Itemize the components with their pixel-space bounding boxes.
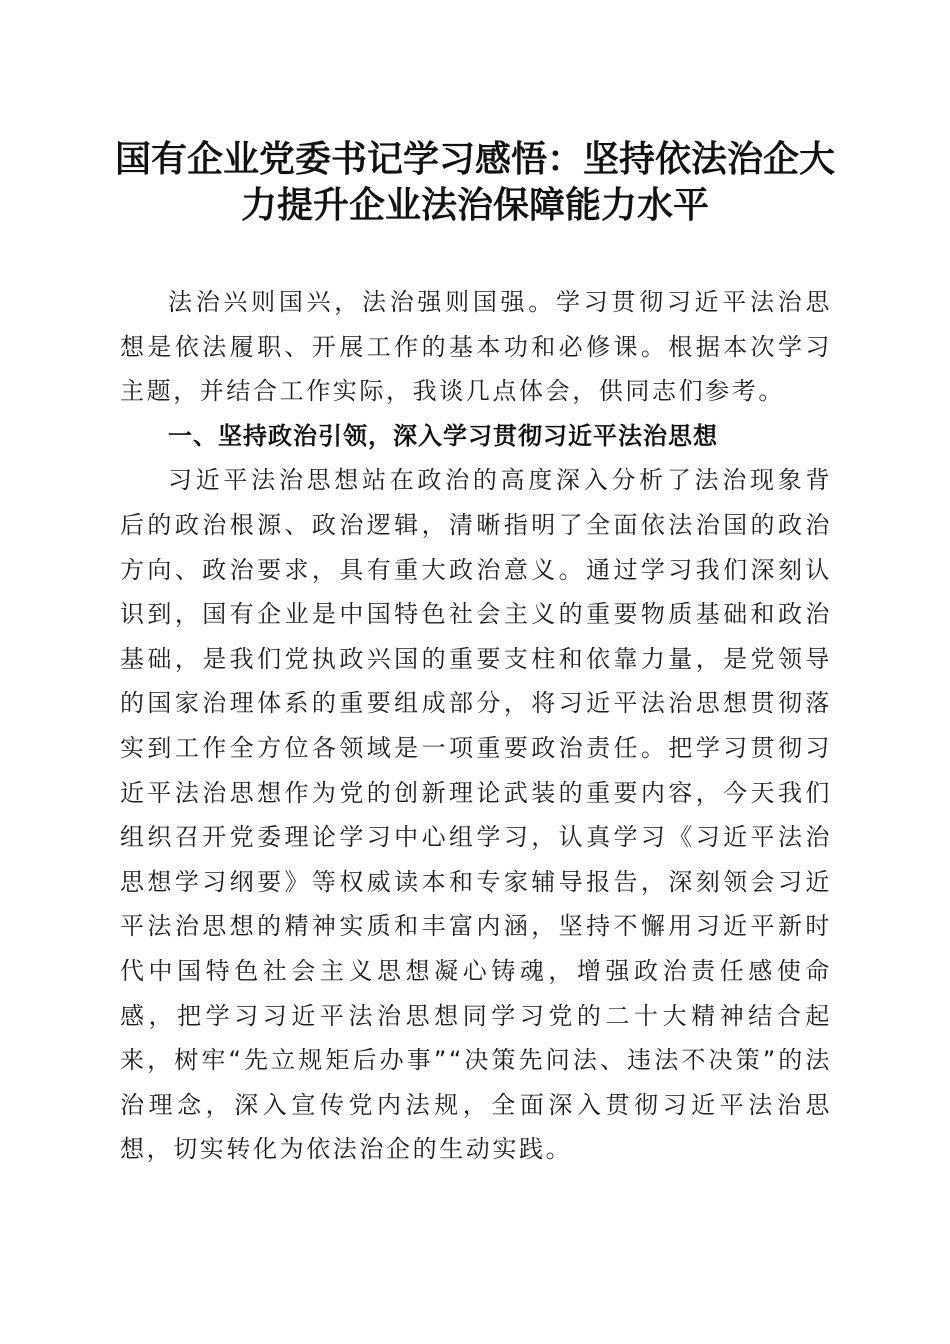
section-1-paragraph: 习近平法治思想站在政治的高度深入分析了法治现象背后的政治根源、政治逻辑，清晰指明了全面依法治国的政治方向、政治要求，具有重大政治意义。通过学习我们深刻认识到，国有企业是中国特色社会主义的重要物质基础和政治基础，是我们党执政兴国的重要支柱和依靠力量，是党领导的国家治理体系的重要组成部分，将习近平法治思想贯彻落实到工作全方位各领域是一项重要政治责任。把学习贯彻习近平法治思想作为党的创新理论武装的重要内容，今天我们组织召开党委理论学习中心组学习，认真学习《习近平法治思想学习纲要》等权威读本和专家辅导报告，深刻领会习近平法治思想的精神实质和丰富内涵，坚持不懈用习近平新时代中国特色社会主义思想凝心铸魂，增强政治责任感使命感，把学习习近平法治思想同学习党的二十大精神结合起来，树牢“先立规矩后办事”“决策先问法、违法不决策”的法治理念，深入宣传党内法规，全面深入贯彻习近平法治思想，切实转化为依法治企的生动实践。 (120, 466, 832, 1164)
title-line-2: 力提升企业法治保障能力水平 (240, 184, 709, 226)
title-line-1: 国有企业党委书记学习感悟：坚持依法治企大 (114, 138, 835, 180)
document-body (120, 280, 832, 1172)
section-heading-1: 一、坚持政治引领，深入学习贯彻习近平法治思想 (168, 421, 718, 450)
intro-paragraph: 法治兴则国兴，法治强则国强。学习贯彻习近平法治思想是依法履职、开展工作的基本功和必修课。根据本次学习主题，并结合工作实际，我谈几点体会，供同志们参考。 (120, 288, 832, 406)
document-title (100, 136, 850, 228)
